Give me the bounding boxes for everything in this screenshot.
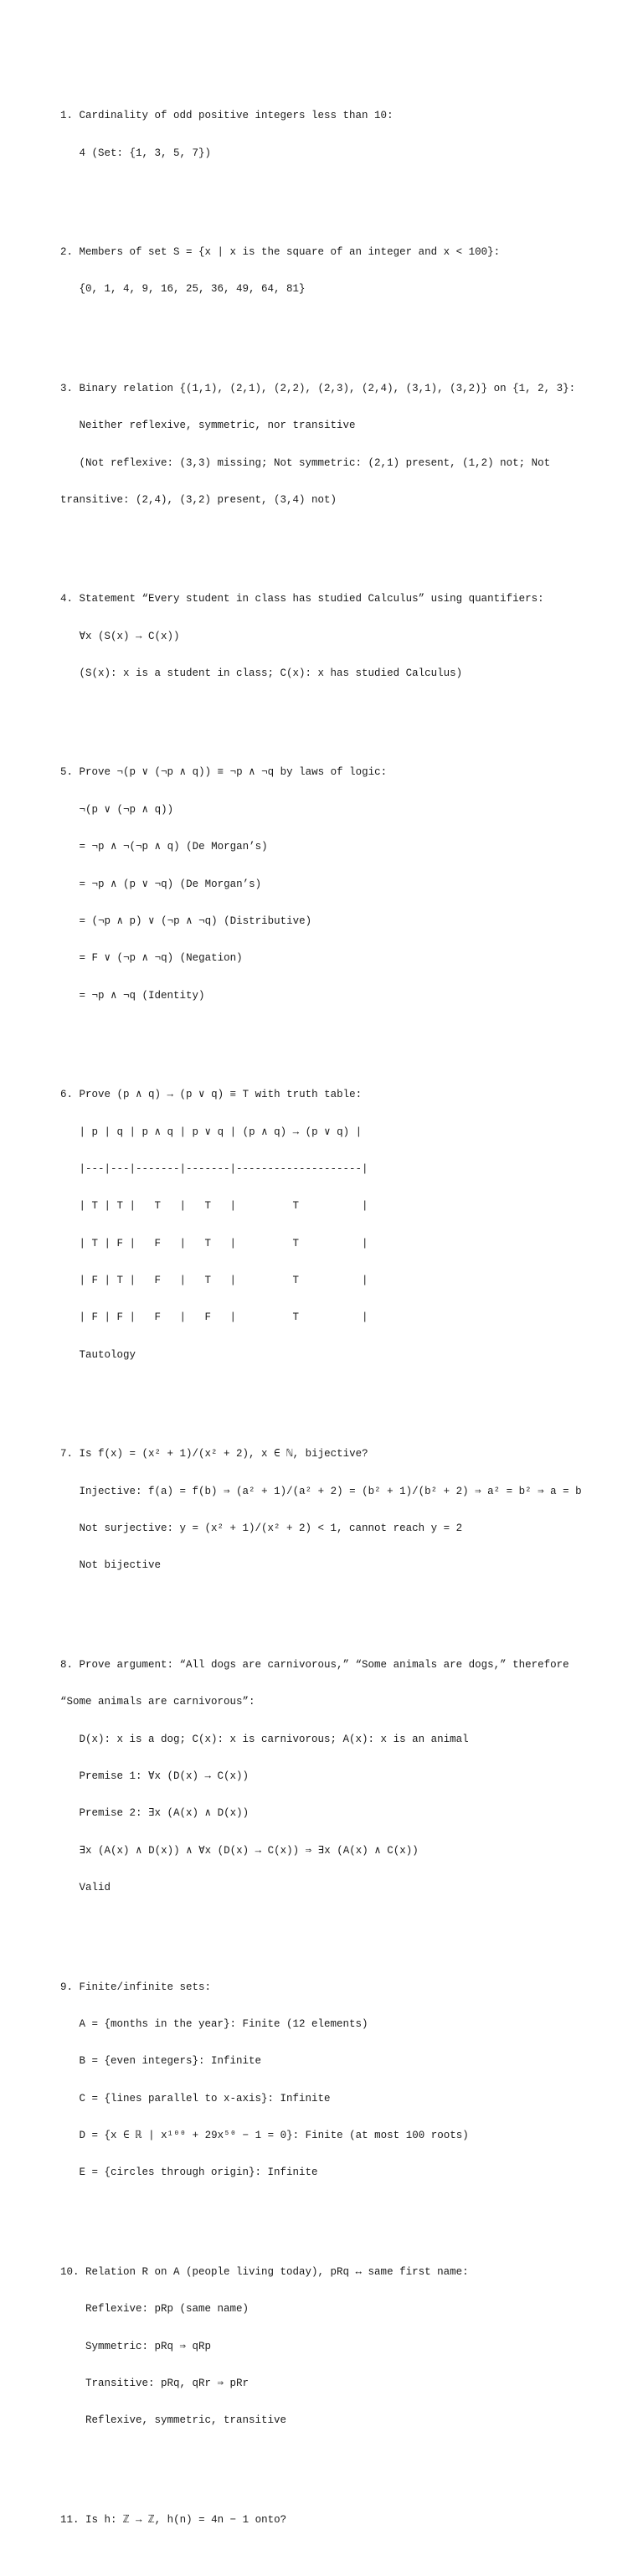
text-line: Reflexive, symmetric, transitive — [60, 2414, 287, 2427]
question-6 — [60, 1064, 638, 1387]
text-line: 1. Cardinality of odd positive integers less than 10: — [60, 110, 394, 122]
question-5 — [60, 742, 638, 1027]
text-line: 4 (Set: {1, 3, 5, 7}) — [60, 147, 212, 159]
text-line: {0, 1, 4, 9, 16, 25, 36, 49, 64, 81} — [60, 283, 306, 296]
text-line: 9. Finite/infinite sets: — [60, 1981, 212, 1993]
question-3 — [60, 358, 638, 531]
text-line: 2. Members of set S = {x | x is the square of an integer and x < 100}: — [60, 245, 501, 258]
text-line: Reflexive: pRp (same name) — [60, 2303, 249, 2316]
document-body — [60, 60, 638, 2576]
text-line: 7. Is f(x) = (x² + 1)/(x² + 2), x ∈ ℕ, bijective? — [60, 1448, 368, 1461]
text-line: transitive: (2,4), (3,2) present, (3,4) not) — [60, 493, 337, 506]
text-line: Not surjective: y = (x² + 1)/(x² + 2) < 1, cannot reach y = 2 — [60, 1522, 463, 1535]
truth-table-row: |---|---|-------|-------|--------------------| — [60, 1162, 368, 1175]
question-9 — [60, 1956, 638, 2204]
text-line: B = {even integers}: Infinite — [60, 2055, 262, 2068]
truth-table-row: | F | F | F | F | T | — [60, 1311, 368, 1324]
question-10 — [60, 2241, 638, 2452]
text-line: D(x): x is a dog; C(x): x is carnivorous; A(x): x is an animal — [60, 1733, 469, 1745]
question-4 — [60, 569, 638, 705]
truth-table-row: | T | T | T | T | T | — [60, 1200, 368, 1213]
question-8 — [60, 1634, 638, 1919]
text-line: ∀x (S(x) → C(x)) — [60, 630, 180, 642]
text-line: Neither reflexive, symmetric, nor transitive — [60, 420, 356, 432]
text-line: = ¬p ∧ ¬(¬p ∧ q) (De Morgan’s) — [60, 841, 268, 853]
text-line: = ¬p ∧ (p ∨ ¬q) (De Morgan’s) — [60, 878, 262, 890]
truth-table-row: | F | T | F | T | T | — [60, 1275, 368, 1287]
text-line: Not bijective — [60, 1559, 162, 1572]
text-line: 5. Prove ¬(p ∨ (¬p ∧ q)) ≡ ¬p ∧ ¬q by laws of logic: — [60, 766, 388, 779]
text-line: 6. Prove (p ∧ q) → (p ∨ q) ≡ T with truth table: — [60, 1089, 363, 1101]
truth-table-row: | T | F | F | T | T | — [60, 1237, 368, 1249]
text-line: Transitive: pRq, qRr ⇒ pRr — [60, 2378, 249, 2390]
text-line: 4. Statement “Every student in class has studied Calculus” using quantifiers: — [60, 593, 544, 605]
text-line: = F ∨ (¬p ∧ ¬q) (Negation) — [60, 952, 243, 965]
truth-table-row: | p | q | p ∧ q | p ∨ q | (p ∧ q) → (p ∨ q) | — [60, 1126, 363, 1138]
text-line: D = {x ∈ ℝ | x¹⁰⁰ + 29x⁵⁰ − 1 = 0}: Finite (at most 100 roots) — [60, 2130, 469, 2142]
text-line: 8. Prove argument: “All dogs are carnivorous,” “Some animals are dogs,” therefore — [60, 1658, 569, 1671]
text-line: = (¬p ∧ p) ∨ (¬p ∧ ¬q) (Distributive) — [60, 914, 312, 927]
text-line: 11. Is h: ℤ → ℤ, h(n) = 4n − 1 onto? — [60, 2513, 287, 2526]
text-line: ¬(p ∨ (¬p ∧ q)) — [60, 803, 174, 816]
text-line: A = {months in the year}: Finite (12 elements) — [60, 2017, 368, 2030]
text-line: 10. Relation R on A (people living today), pRq ↔ same first name: — [60, 2265, 469, 2278]
text-line: Premise 2: ∃x (A(x) ∧ D(x)) — [60, 1807, 249, 1820]
question-7 — [60, 1424, 638, 1597]
text-line: “Some animals are carnivorous”: — [60, 1696, 255, 1708]
text-line: Valid — [60, 1882, 111, 1894]
text-line: Premise 1: ∀x (D(x) → C(x)) — [60, 1770, 249, 1782]
text-line: ∃x (A(x) ∧ D(x)) ∧ ∀x (D(x) → C(x)) ⇒ ∃x (A(x) ∧ C(x)) — [60, 1844, 419, 1857]
text-line: = ¬p ∧ ¬q (Identity) — [60, 989, 205, 1002]
text-line: 3. Binary relation {(1,1), (2,1), (2,2), (2,3), (2,4), (3,1), (3,2)} on {1, 2, 3}: — [60, 382, 576, 394]
question-1 — [60, 85, 638, 184]
question-11 — [60, 2489, 638, 2551]
text-line: Tautology — [60, 1348, 136, 1361]
text-line: (S(x): x is a student in class; C(x): x has studied Calculus) — [60, 667, 463, 680]
text-line: E = {circles through origin}: Infinite — [60, 2166, 318, 2179]
text-line: C = {lines parallel to x-axis}: Infinite — [60, 2092, 331, 2105]
text-line: (Not reflexive: (3,3) missing; Not symmetric: (2,1) present, (1,2) not; Not — [60, 456, 551, 469]
text-line: Symmetric: pRq ⇒ qRp — [60, 2340, 212, 2352]
text-line: Injective: f(a) = f(b) ⇒ (a² + 1)/(a² + 2) = (b² + 1)/(b² + 2) ⇒ a² = b² ⇒ a = b — [60, 1485, 582, 1497]
question-2 — [60, 221, 638, 320]
